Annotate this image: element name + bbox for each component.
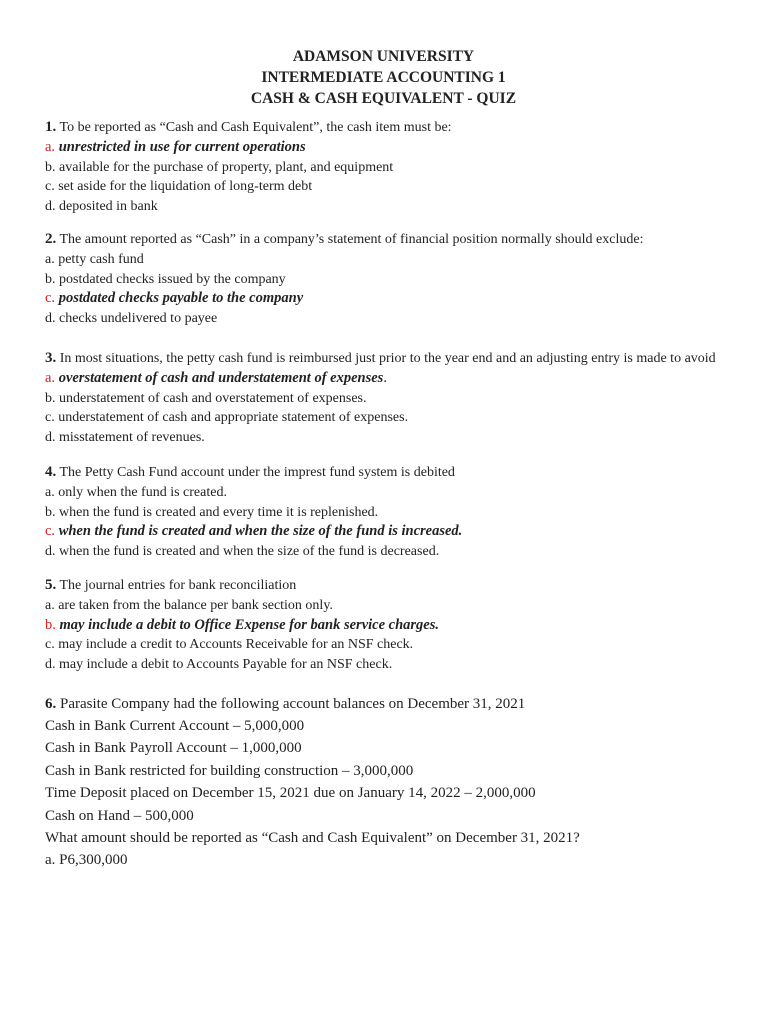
question-number: 1. (45, 119, 57, 135)
question-stem: The journal entries for bank reconciliation (59, 578, 297, 593)
question-number: 4. (45, 464, 57, 480)
question-stem: The amount reported as “Cash” in a company’s statement of financial position normally should exclude: (59, 232, 644, 247)
option-b: b. understatement of cash and overstatement of expenses. (45, 390, 367, 406)
option-d: d. deposited in bank (45, 198, 158, 214)
account-balance-line: Cash in Bank Current Account – 5,000,000 (45, 718, 305, 734)
answer-text: postdated checks payable to the company (58, 290, 304, 306)
option-a: a. only when the fund is created. (45, 485, 227, 500)
question-stem: To be reported as “Cash and Cash Equivalent”, the cash item must be: (59, 120, 452, 135)
answer-option: a. overstatement of cash and understatement of expenses. (45, 370, 387, 386)
question-4 (45, 462, 722, 561)
answer-text: may include a debit to Office Expense for bank service charges. (59, 616, 439, 633)
option-a: a. are taken from the balance per bank section only. (45, 598, 333, 613)
answer-option (45, 289, 722, 309)
question-number: 2. (45, 231, 57, 247)
quiz-page (45, 46, 722, 871)
answer-option (45, 616, 722, 636)
question-stem: In most situations, the petty cash fund is reimbursed just prior to the year end and an adjusting entry is made to avoid (59, 351, 716, 366)
answer-letter: a. (45, 139, 56, 155)
answer-letter: b. (45, 616, 56, 633)
question-2 (45, 229, 722, 328)
university-title: ADAMSON UNIVERSITY (292, 48, 475, 65)
option-b: b. available for the purchase of property, plant, and equipment (45, 159, 394, 175)
question-3 (45, 348, 722, 447)
answer-text: unrestricted in use for current operations (58, 139, 306, 155)
question-prompt: What amount should be reported as “Cash and Cash Equivalent” on December 31, 2021? (45, 830, 580, 847)
account-balance-line: Cash on Hand – 500,000 (45, 807, 194, 824)
answer-letter: a. (45, 370, 56, 386)
question-stem: The Petty Cash Fund account under the imprest fund system is debited (59, 465, 455, 480)
answer-option (45, 522, 722, 542)
question-1 (45, 117, 722, 216)
answer-text: when the fund is created and when the size of the fund is increased. (58, 523, 463, 539)
question-number: 3. (45, 350, 57, 366)
question-6 (45, 693, 722, 871)
account-balance-line: Cash in Bank Payroll Account – 1,000,000 (45, 740, 302, 757)
account-balance-line: Cash in Bank restricted for building construction – 3,000,000 (45, 762, 414, 779)
option-b: b. postdated checks issued by the company (45, 271, 286, 287)
answer-text: overstatement of cash and understatement of expenses (58, 370, 384, 386)
option-c: c. may include a credit to Accounts Receivable for an NSF check. (45, 637, 414, 652)
question-number: 5. (45, 577, 57, 593)
question-stem: Parasite Company had the following account balances on December 31, 2021 (60, 696, 526, 712)
answer-letter: c. (45, 523, 56, 539)
question-number: 6. (45, 696, 57, 712)
option-d: d. checks undelivered to payee (45, 310, 218, 326)
option-c: c. set aside for the liquidation of long-term debt (45, 179, 313, 194)
option-d: d. misstatement of revenues. (45, 429, 205, 445)
option-c: c. understatement of cash and appropriate statement of expenses. (45, 410, 409, 425)
option-a: a. P6,300,000 (45, 852, 128, 869)
option-d: d. when the fund is created and when the size of the fund is decreased. (45, 543, 440, 559)
question-5 (45, 575, 722, 674)
account-balance-line: Time Deposit placed on December 15, 2021 due on January 14, 2022 – 2,000,000 (45, 785, 536, 802)
answer-option (45, 138, 722, 158)
answer-letter: c. (45, 290, 56, 306)
quiz-title: CASH & CASH EQUIVALENT - QUIZ (250, 90, 517, 107)
option-d: d. may include a debit to Accounts Payable for an NSF check. (45, 656, 393, 672)
option-a: a. petty cash fund (45, 252, 144, 267)
option-b: b. when the fund is created and every time it is replenished. (45, 504, 379, 520)
course-title: INTERMEDIATE ACCOUNTING 1 (261, 69, 506, 86)
